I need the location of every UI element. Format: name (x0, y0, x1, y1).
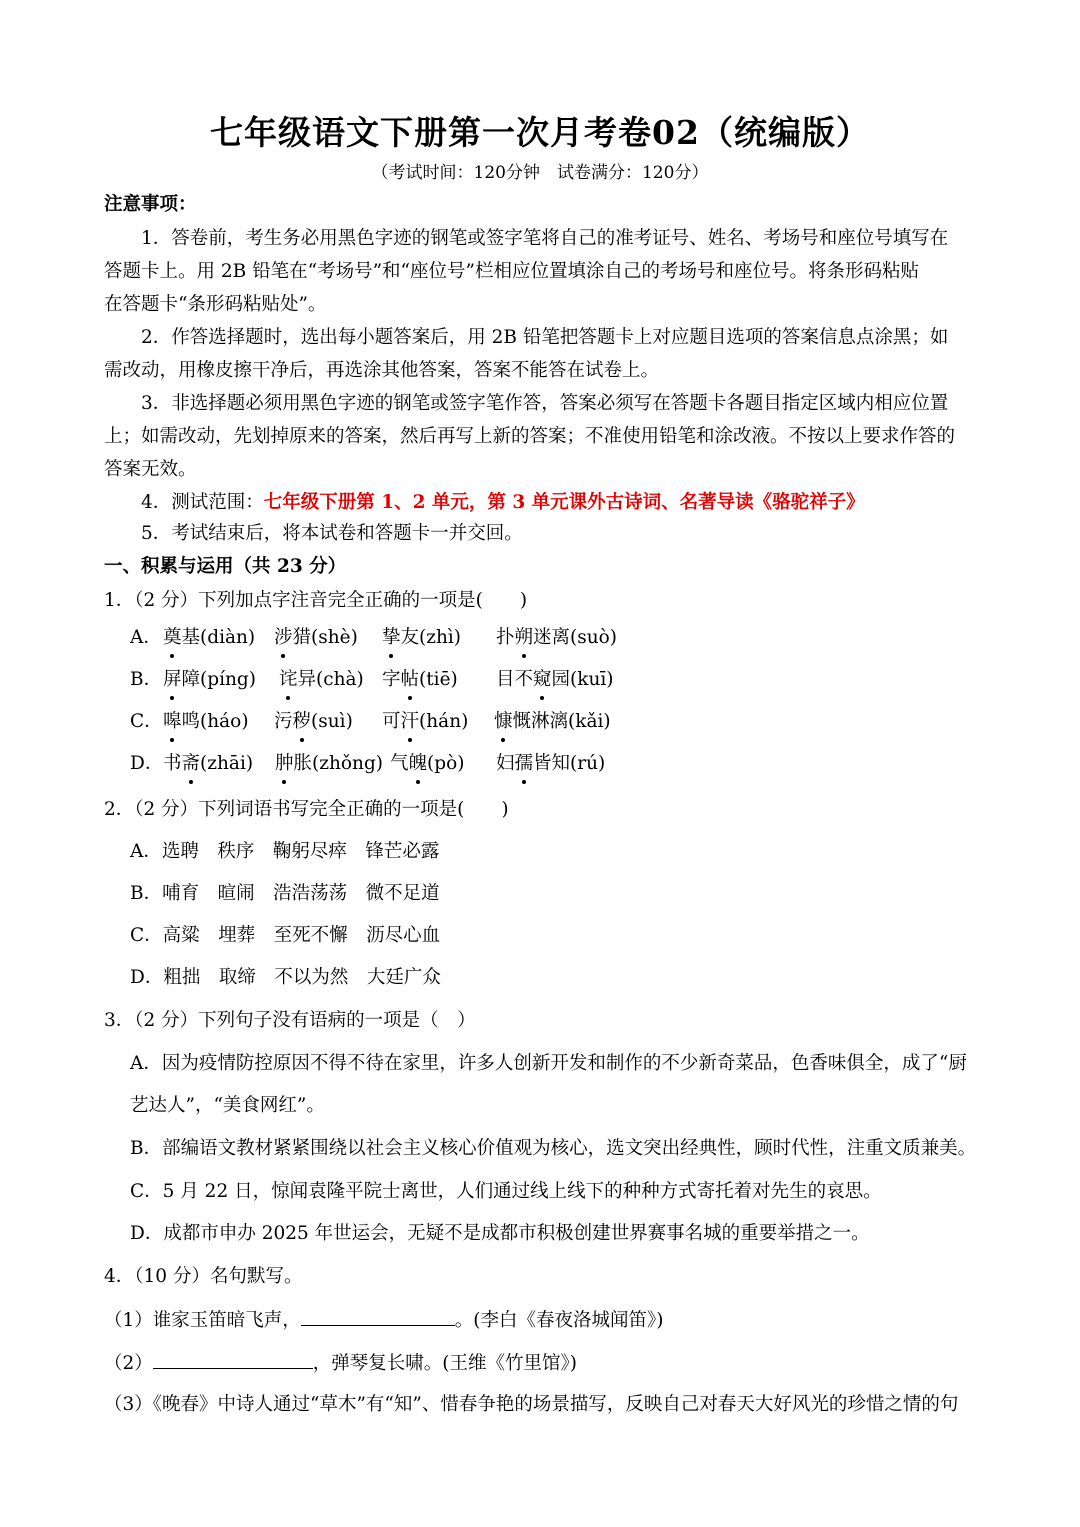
option-word: 书斋(zhāi) (163, 750, 253, 778)
notice-1-line-2: 答题卡上。用 2B 铅笔在“考场号”和“座位号”栏相应位置填涂自己的考场号和座位号。将条形码粘贴 (104, 261, 919, 282)
option-word: 扑朔迷离(suò) (496, 624, 617, 652)
notice-4-label: 4．测试范围： (141, 492, 264, 513)
option-word: 可汗(hán) (382, 708, 468, 736)
dotted-char: 涉 (274, 624, 293, 652)
answer-blank-1[interactable] (301, 1305, 455, 1326)
page-title: 七年级语文下册第一次月考卷02（统编版） (210, 113, 870, 152)
notice-1-line-3: 在答题卡“条形码粘贴处”。 (104, 294, 327, 315)
question-1-stem: 1．（2 分）下列加点字注音完全正确的一项是( ) (104, 590, 528, 611)
question-2-option-c[interactable]: C．高粱 埋葬 至死不懈 沥尽心血 (130, 925, 441, 946)
option-word: 嗥鸣(háo) (163, 708, 249, 736)
option-word: 妇孺皆知(rú) (496, 750, 605, 778)
question-3-option-d[interactable]: D．成都市申办 2025 年世运会，无疑不是成都市积极创建世界赛事名城的重要举措之一。 (130, 1223, 870, 1244)
notice-1-line-1: 1．答卷前，考生务必用黑色字迹的钢笔或签字笔将自己的准考证号、姓名、考场号和座位号填写在 (141, 228, 949, 249)
option-label: D． (130, 753, 164, 774)
test-scope: 七年级下册第 1、2 单元，第 3 单元课外古诗词、名著导读《骆驼祥子》 (263, 492, 865, 513)
fill-in-1: （1）谁家玉笛暗飞声， 。(李白《春夜洛城闻笛》) (104, 1305, 663, 1335)
option-word: 诧异(chà) (279, 666, 364, 694)
question-3-option-c[interactable]: C．5 月 22 日，惊闻袁隆平院士离世，人们通过线上线下的种种方式寄托着对先生的哀思。 (130, 1181, 882, 1202)
option-word: 污秽(suì) (274, 708, 353, 736)
option-word: 目不窥园(kuī) (496, 666, 614, 694)
option-label: B． (130, 669, 163, 690)
fill-in-2: （2） ，弹琴复长啸。(王维《竹里馆》) (104, 1348, 577, 1378)
question-2-option-b[interactable]: B．哺育 暄闹 浩浩荡荡 微不足道 (130, 883, 440, 904)
dotted-char: 秽 (293, 708, 312, 736)
answer-blank-2[interactable] (153, 1348, 313, 1369)
question-2-stem: 2．（2 分）下列词语书写完全正确的一项是( ) (104, 799, 509, 820)
question-3-option-b[interactable]: B．部编语文教材紧紧围绕以社会主义核心价值观为核心，选文突出经典性，顾时代性，注重文质兼美。 (130, 1138, 977, 1159)
option-label: C． (130, 711, 163, 732)
dotted-char: 窥 (533, 666, 552, 694)
option-word: 挚友(zhì) (382, 624, 461, 652)
dotted-char: 挚 (382, 624, 401, 652)
dotted-char: 嗥 (163, 708, 182, 736)
notice-3-line-2: 上；如需改动，先划掉原来的答案，然后再写上新的答案；不准使用铅笔和涂改液。不按以上要求作答的 (104, 426, 956, 447)
option-word: 慷慨淋漓(kǎi) (494, 708, 611, 736)
notice-4 (141, 489, 865, 517)
question-2-option-d[interactable]: D．粗拙 取缔 不以为然 大廷广众 (130, 967, 441, 988)
question-3-option-a[interactable] (130, 1050, 967, 1078)
option-word: 气魄(pò) (390, 750, 464, 778)
option-word: 涉猎(shè) (274, 624, 358, 652)
dotted-char: 魄 (409, 750, 428, 778)
dotted-char: 汗 (401, 708, 420, 736)
dotted-char: 奠 (163, 624, 182, 652)
section-heading: 一、积累与运用（共 23 分） (104, 556, 347, 577)
fill-in-3: （3）《晚春》中诗人通过“草木”有“知”、惜春争艳的场景描写，反映自己对春天大好风光的珍惜之情的句 (104, 1394, 959, 1415)
dotted-char: 斋 (182, 750, 201, 778)
option-label: A． (130, 627, 162, 648)
exam-info: （考试时间：120分钟 试卷满分：120分） (371, 163, 709, 183)
option-word: 奠基(diàn) (163, 624, 255, 652)
option-a-line-2: 艺达人”，“美食网红”。 (130, 1095, 325, 1116)
dotted-char: 慷 (494, 708, 513, 736)
question-3-stem: 3．（2 分）下列句子没有语病的一项是（ ） (104, 1010, 476, 1031)
notice-3-line-1: 3．非选择题必须用黑色字迹的钢笔或签字笔作答，答案必须写在答题卡各题目指定区域内相应位置 (141, 393, 949, 414)
question-4-stem: 4．（10 分）名句默写。 (104, 1266, 303, 1287)
dotted-char: 屏 (163, 666, 182, 694)
dotted-char: 帖 (401, 666, 420, 694)
dotted-char: 孺 (515, 750, 534, 778)
notice-5: 5．考试结束后，将本试卷和答题卡一并交回。 (141, 523, 523, 544)
dotted-char: 诧 (279, 666, 298, 694)
dotted-char: 朔 (515, 624, 534, 652)
notice-2-line-1: 2．作答选择题时，选出每小题答案后，用 2B 铅笔把答题卡上对应题目选项的答案信息点涂黑；如 (141, 327, 949, 348)
option-word: 屏障(píng) (163, 666, 256, 694)
notice-2-line-2: 需改动，用橡皮擦干净后，再选涂其他答案，答案不能答在试卷上。 (104, 360, 660, 381)
option-word: 字帖(tiē) (382, 666, 458, 694)
notice-3-line-3: 答案无效。 (104, 459, 197, 480)
option-a-line-1: A．因为疫情防控原因不得不待在家里，许多人创新开发和制作的不少新奇菜品，色香味俱全，成了“厨 (130, 1053, 967, 1074)
notice-heading: 注意事项： (104, 194, 197, 215)
option-word: 肿胀(zhǒng) (275, 750, 383, 778)
dotted-char: 肿 (275, 750, 294, 778)
question-2-option-a[interactable]: A．选聘 秩序 鞠躬尽瘁 锋芒必露 (130, 841, 440, 862)
